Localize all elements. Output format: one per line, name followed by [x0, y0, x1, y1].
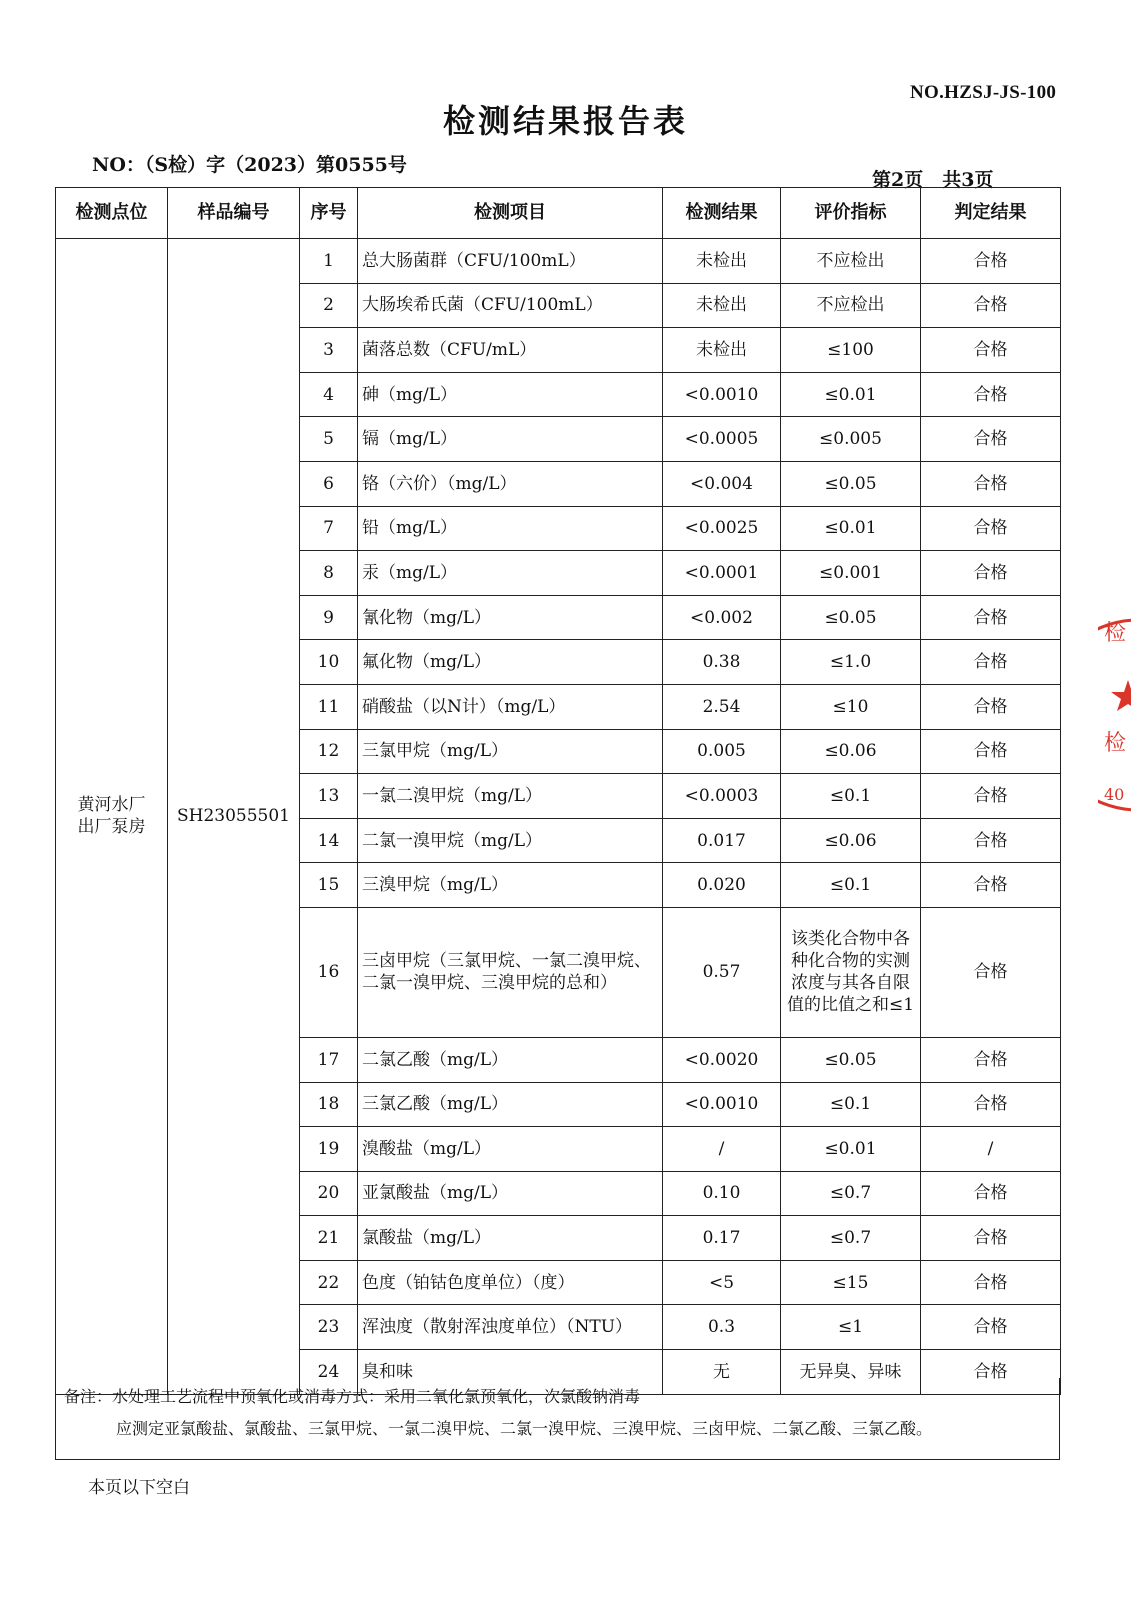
test-item: 浑浊度（散射浑浊度单位）（NTU） — [358, 1305, 663, 1350]
row-index: 3 — [300, 328, 358, 373]
test-item: 氟化物（mg/L） — [358, 640, 663, 685]
test-result: / — [663, 1127, 781, 1172]
test-result: <0.004 — [663, 461, 781, 506]
evaluation-limit: ≤10 — [781, 684, 921, 729]
row-index: 16 — [300, 907, 358, 1037]
test-result: 0.005 — [663, 729, 781, 774]
row-index: 11 — [300, 684, 358, 729]
location-cell — [56, 239, 168, 1395]
col-header-location: 检测点位 — [56, 188, 168, 239]
document-code: NO.HZSJ-JS-100 — [910, 82, 1057, 103]
test-result: 0.3 — [663, 1305, 781, 1350]
row-index: 24 — [300, 1350, 358, 1395]
test-result: 0.10 — [663, 1171, 781, 1216]
row-index: 6 — [300, 461, 358, 506]
blank-below-note: 本页以下空白 — [88, 1478, 190, 1498]
verdict: 合格 — [921, 863, 1061, 908]
test-item: 三氯乙酸（mg/L） — [358, 1082, 663, 1127]
test-result: 0.17 — [663, 1216, 781, 1261]
row-index: 17 — [300, 1037, 358, 1082]
test-item: 硝酸盐（以N计）（mg/L） — [358, 684, 663, 729]
row-index: 2 — [300, 283, 358, 328]
verdict: 合格 — [921, 417, 1061, 462]
row-index: 22 — [300, 1260, 358, 1305]
row-index: 15 — [300, 863, 358, 908]
evaluation-limit: ≤0.001 — [781, 551, 921, 596]
verdict: 合格 — [921, 461, 1061, 506]
sample-id-cell: SH23055501 — [168, 239, 300, 1395]
svg-text:检: 检 — [1104, 731, 1127, 756]
test-result: <0.0025 — [663, 506, 781, 551]
test-result: 2.54 — [663, 684, 781, 729]
test-item: 铅（mg/L） — [358, 506, 663, 551]
evaluation-limit: ≤0.01 — [781, 1127, 921, 1172]
row-index: 7 — [300, 506, 358, 551]
evaluation-limit: 无异臭、异味 — [781, 1350, 921, 1395]
evaluation-limit: ≤0.7 — [781, 1216, 921, 1261]
test-result: <0.0010 — [663, 1082, 781, 1127]
verdict: 合格 — [921, 907, 1061, 1037]
row-index: 5 — [300, 417, 358, 462]
test-item: 二氯一溴甲烷（mg/L） — [358, 818, 663, 863]
remark-line-2: 应测定亚氯酸盐、氯酸盐、三氯甲烷、一氯二溴甲烷、二氯一溴甲烷、三溴甲烷、三卤甲烷、二氯乙酸、三氯乙酸。 — [116, 1419, 933, 1438]
verdict: 合格 — [921, 1171, 1061, 1216]
svg-text:40: 40 — [1104, 785, 1125, 804]
evaluation-limit: ≤0.06 — [781, 818, 921, 863]
test-item: 三卤甲烷（三氯甲烷、一氯二溴甲烷、二氯一溴甲烷、三溴甲烷的总和） — [358, 907, 663, 1037]
row-index: 8 — [300, 551, 358, 596]
test-result: <0.0010 — [663, 372, 781, 417]
test-item: 三溴甲烷（mg/L） — [358, 863, 663, 908]
report-number: NO：（S检）字（2023）第0555号 — [92, 154, 407, 176]
test-result: 0.38 — [663, 640, 781, 685]
row-index: 18 — [300, 1082, 358, 1127]
col-header-sample-id: 样品编号 — [168, 188, 300, 239]
verdict: 合格 — [921, 239, 1061, 284]
test-item: 铬（六价）（mg/L） — [358, 461, 663, 506]
verdict: 合格 — [921, 1037, 1061, 1082]
test-result: <0.002 — [663, 595, 781, 640]
test-item: 三氯甲烷（mg/L） — [358, 729, 663, 774]
test-result: <5 — [663, 1260, 781, 1305]
row-index: 9 — [300, 595, 358, 640]
evaluation-limit: ≤0.05 — [781, 461, 921, 506]
verdict: 合格 — [921, 328, 1061, 373]
test-item: 大肠埃希氏菌（CFU/100mL） — [358, 283, 663, 328]
row-index: 4 — [300, 372, 358, 417]
evaluation-limit: ≤0.01 — [781, 372, 921, 417]
col-header-verdict: 判定结果 — [921, 188, 1061, 239]
verdict: 合格 — [921, 595, 1061, 640]
test-item: 二氯乙酸（mg/L） — [358, 1037, 663, 1082]
test-result: 未检出 — [663, 283, 781, 328]
row-index: 21 — [300, 1216, 358, 1261]
test-item: 色度（铂钴色度单位）（度） — [358, 1260, 663, 1305]
verdict: 合格 — [921, 684, 1061, 729]
evaluation-limit: ≤0.005 — [781, 417, 921, 462]
verdict: 合格 — [921, 283, 1061, 328]
verdict: / — [921, 1127, 1061, 1172]
verdict: 合格 — [921, 551, 1061, 596]
row-index: 20 — [300, 1171, 358, 1216]
test-result: 0.017 — [663, 818, 781, 863]
test-result: <0.0003 — [663, 774, 781, 819]
location-line: 出厂泵房 — [77, 817, 146, 838]
row-index: 19 — [300, 1127, 358, 1172]
evaluation-limit: ≤0.05 — [781, 1037, 921, 1082]
test-item: 菌落总数（CFU/mL） — [358, 328, 663, 373]
test-result: 0.57 — [663, 907, 781, 1037]
test-item: 总大肠菌群（CFU/100mL） — [358, 239, 663, 284]
evaluation-limit: 不应检出 — [781, 283, 921, 328]
test-item: 亚氯酸盐（mg/L） — [358, 1171, 663, 1216]
verdict: 合格 — [921, 1082, 1061, 1127]
remark-box — [55, 1378, 1060, 1460]
row-index: 1 — [300, 239, 358, 284]
test-result: 未检出 — [663, 239, 781, 284]
test-result: 0.020 — [663, 863, 781, 908]
verdict: 合格 — [921, 729, 1061, 774]
test-result: <0.0001 — [663, 551, 781, 596]
results-table — [55, 187, 1061, 1395]
evaluation-limit: ≤100 — [781, 328, 921, 373]
test-result: <0.0005 — [663, 417, 781, 462]
page-info: 第2页 共3页 — [872, 169, 994, 191]
evaluation-limit: ≤0.1 — [781, 1082, 921, 1127]
test-item: 砷（mg/L） — [358, 372, 663, 417]
test-result: <0.0020 — [663, 1037, 781, 1082]
row-index: 14 — [300, 818, 358, 863]
evaluation-limit: ≤0.1 — [781, 863, 921, 908]
verdict: 合格 — [921, 1216, 1061, 1261]
evaluation-limit: 不应检出 — [781, 239, 921, 284]
verdict: 合格 — [921, 1350, 1061, 1395]
test-item: 溴酸盐（mg/L） — [358, 1127, 663, 1172]
row-index: 13 — [300, 774, 358, 819]
verdict: 合格 — [921, 818, 1061, 863]
evaluation-limit: ≤0.01 — [781, 506, 921, 551]
remark-line-1: 备注：水处理工艺流程中预氧化或消毒方式：采用二氧化氯预氧化，次氯酸钠消毒 — [64, 1387, 641, 1406]
verdict: 合格 — [921, 1260, 1061, 1305]
verdict: 合格 — [921, 1305, 1061, 1350]
test-result: 无 — [663, 1350, 781, 1395]
test-item: 一氯二溴甲烷（mg/L） — [358, 774, 663, 819]
location-line: 黄河水厂 — [77, 795, 146, 816]
row-index: 12 — [300, 729, 358, 774]
red-seal-stamp — [1098, 600, 1131, 830]
test-result: 未检出 — [663, 328, 781, 373]
row-index: 23 — [300, 1305, 358, 1350]
evaluation-limit: ≤0.1 — [781, 774, 921, 819]
verdict: 合格 — [921, 372, 1061, 417]
evaluation-limit: 该类化合物中各种化合物的实测浓度与其各自限值的比值之和≤1 — [781, 907, 921, 1037]
evaluation-limit: ≤15 — [781, 1260, 921, 1305]
evaluation-limit: ≤1.0 — [781, 640, 921, 685]
verdict: 合格 — [921, 774, 1061, 819]
evaluation-limit: ≤0.05 — [781, 595, 921, 640]
page-title: 检测结果报告表 — [442, 102, 688, 140]
row-index: 10 — [300, 640, 358, 685]
test-item: 氯酸盐（mg/L） — [358, 1216, 663, 1261]
test-item: 镉（mg/L） — [358, 417, 663, 462]
test-item: 臭和味 — [358, 1350, 663, 1395]
test-item: 汞（mg/L） — [358, 551, 663, 596]
svg-text:检: 检 — [1104, 621, 1127, 646]
evaluation-limit: ≤0.06 — [781, 729, 921, 774]
table-row — [56, 239, 1061, 284]
col-header-result: 检测结果 — [663, 188, 781, 239]
seal-graphic — [1098, 600, 1131, 830]
col-header-limit: 评价指标 — [781, 188, 921, 239]
verdict: 合格 — [921, 640, 1061, 685]
table-header-row — [56, 188, 1061, 239]
verdict: 合格 — [921, 506, 1061, 551]
col-header-index: 序号 — [300, 188, 358, 239]
test-item: 氰化物（mg/L） — [358, 595, 663, 640]
evaluation-limit: ≤1 — [781, 1305, 921, 1350]
col-header-item: 检测项目 — [358, 188, 663, 239]
evaluation-limit: ≤0.7 — [781, 1171, 921, 1216]
